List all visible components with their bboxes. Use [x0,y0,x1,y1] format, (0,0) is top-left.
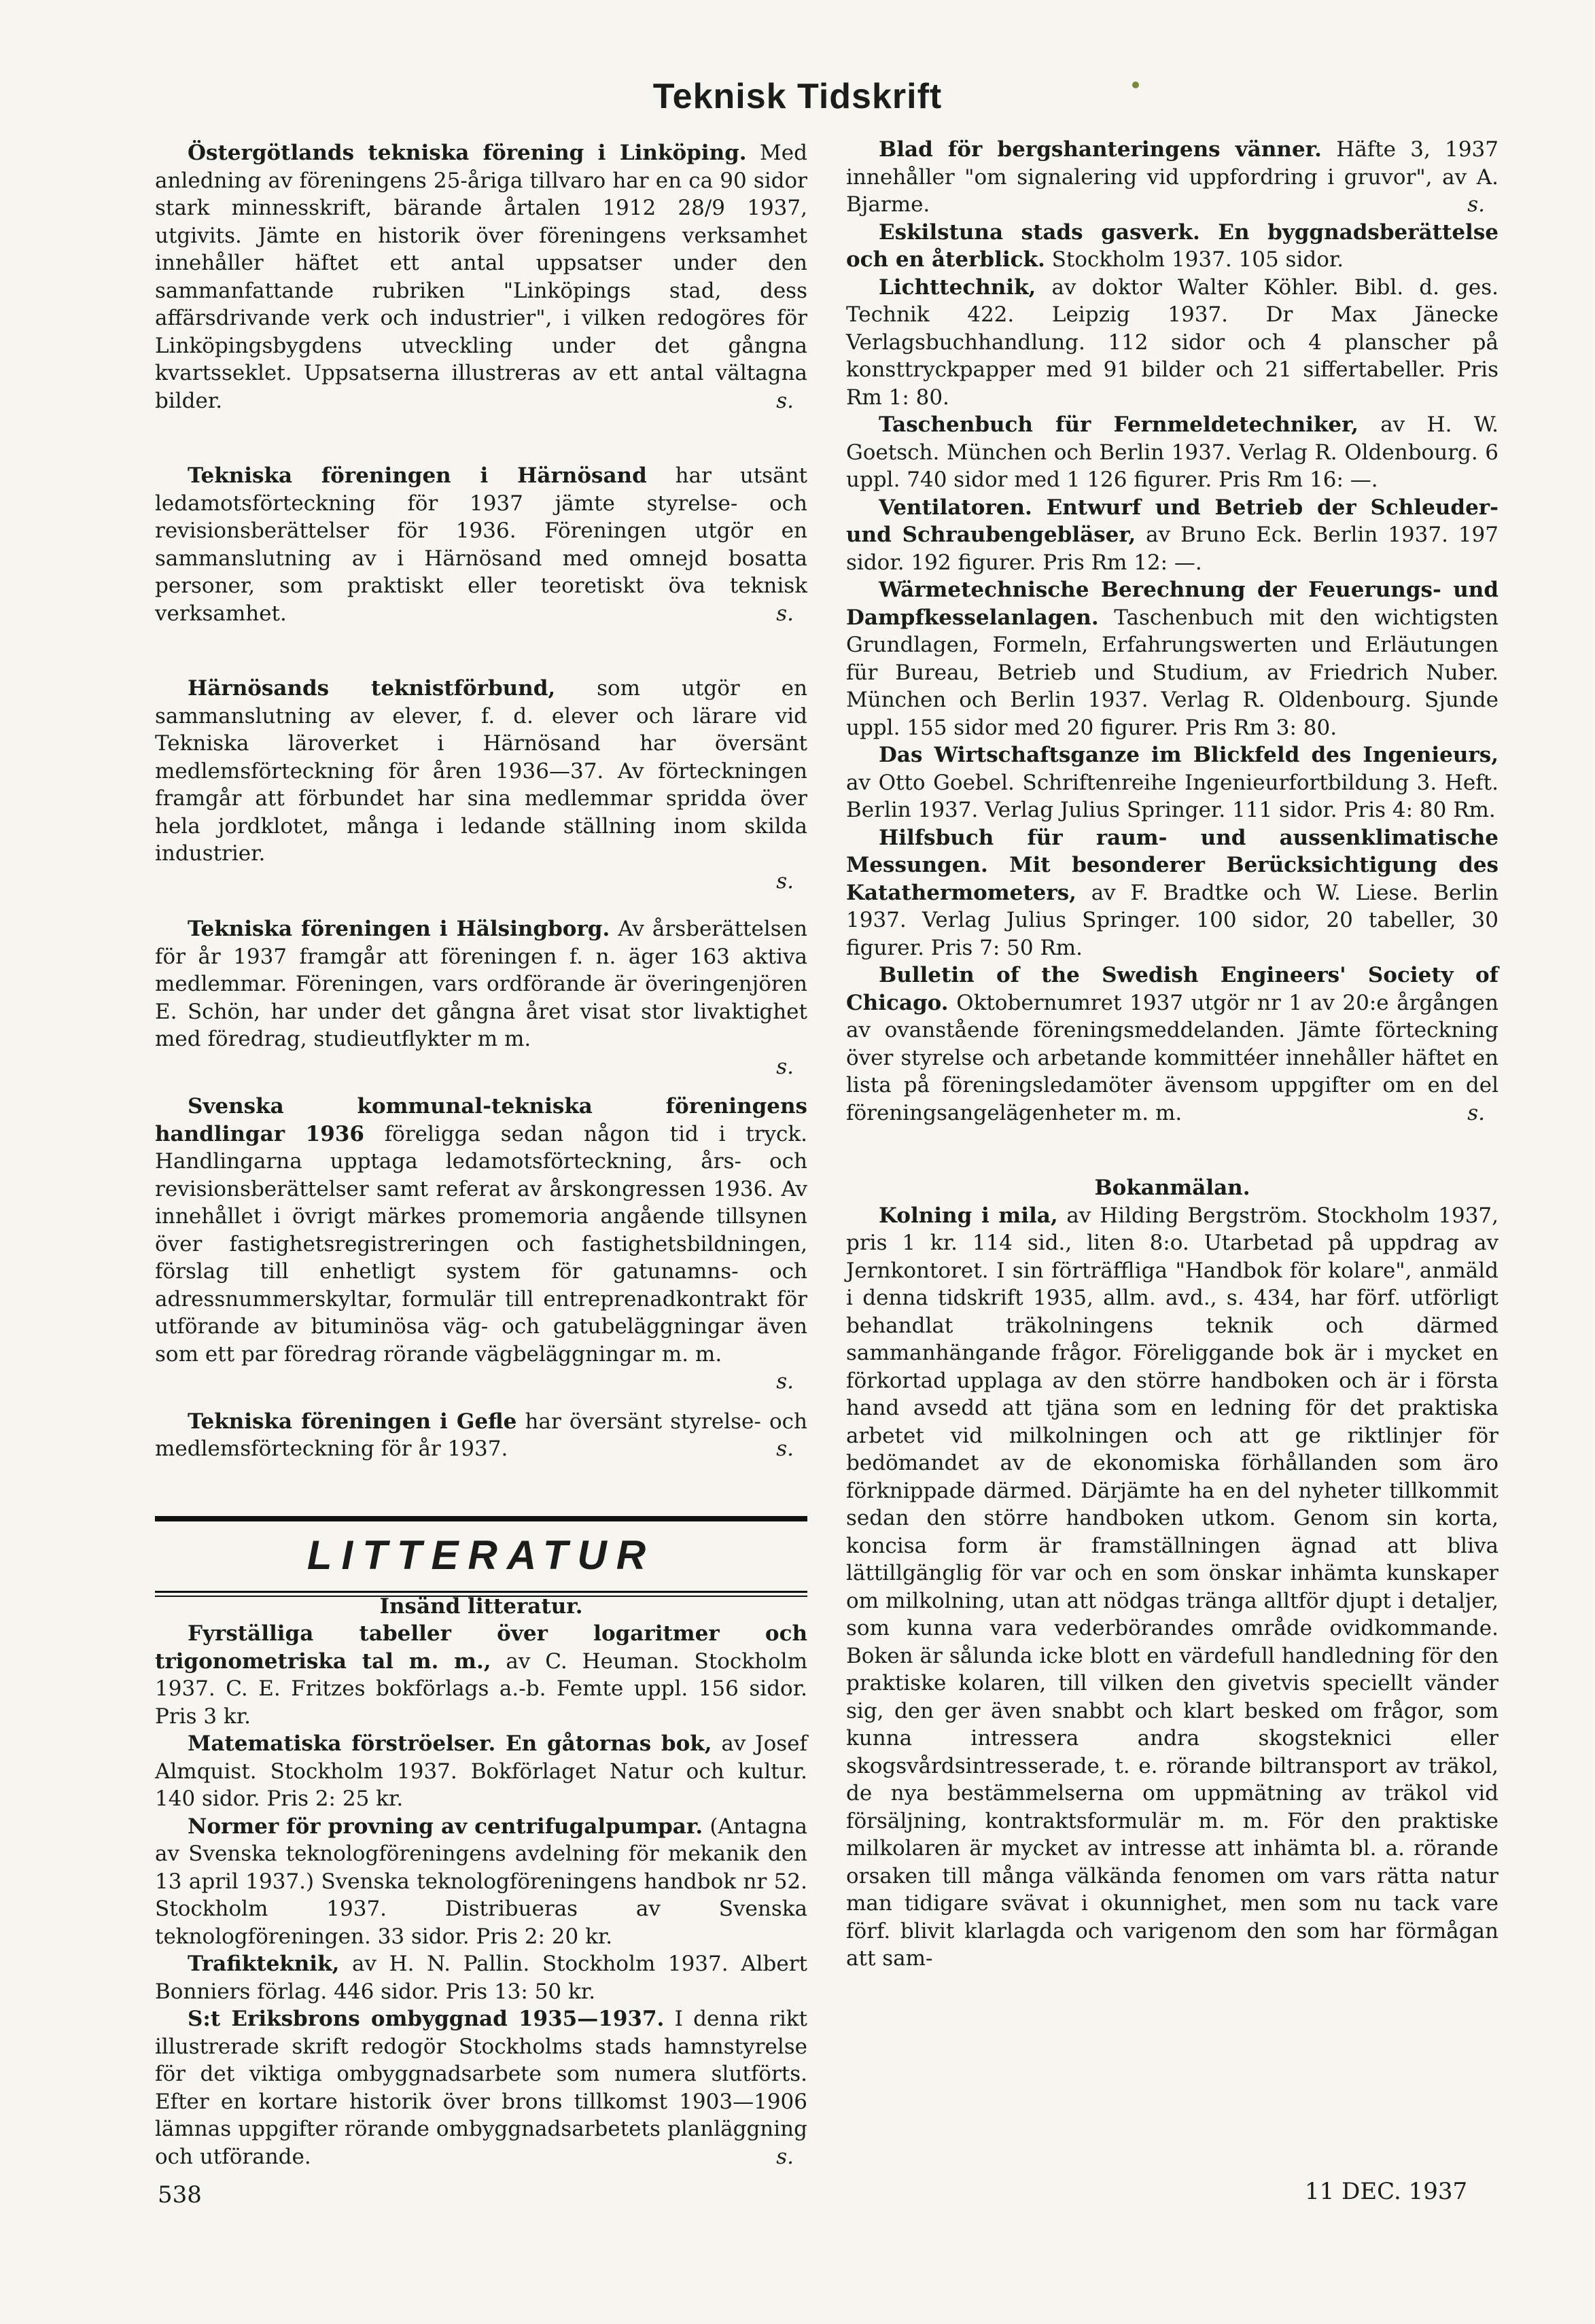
lit-ventilatoren: Ventilatoren. Entwurf und Betrieb der Schleuder- und Schraubengebläser, av Bruno Eck. Berlin 1937. 197 sidor. 192 figurer. Pris Rm 12: —. [846,495,1498,575]
lit-warmetechnische: Wärmetechnische Berechnung der Feuerungs- und Dampfkesselanlagen. Taschenbuch mit den wichtigsten Grundlagen, Formeln, Erfahrungswerten und Erläutungen für Bureau, Betrieb und Studium, av Friedrich Nuber. München och Berlin 1937. Verlag R. Oldenbourg. Sjunde uppl. 155 sidor med 20 figurer. Pris Rm 3: 80. [846,578,1498,740]
journal-masthead: Teknisk Tidskrift [652,77,943,116]
entry-gefle: Tekniska föreningen i Gefle har översänt styrelse- och medlemsförteckning för år 1937. s. [155,1409,807,1461]
lit-bulletin: Bulletin of the Swedish Engineers' Society of Chicago. Oktobernumret 1937 utgör nr 1 av 20:e årgången av ovanstående föreningsmeddelanden. Jämte förteckning över styrelse och arbetande kommittéer innehåller häftet en lista på föreningsledamöter ävensom uppgifter om en del föreningsangelägenheter m. m. s. [846,963,1498,1125]
review-kolning: Kolning i mila, av Hilding Bergström. Stockholm 1937, pris 1 kr. 114 sid., liten 8:o. Utarbetad på uppdrag av Jernkontoret. I sin förträffliga "Handbok för kolare", anmäld i denna tidskrift 1935, allm. avd., s. 434, har förf. utförligt behandlat träkolningens teknik och därmed sammanhängande frågor. Föreliggande bok är i mycket en förkortad upplaga av den större handboken och är i första hand avsedd att tjäna som en ledning för det praktiska arbetet vid milkolningen och att ge riktlinjer för bedömandet av de ekonomiska förhållanden som äro förknippade därmed. Därjämte ha en del nyheter tillkommit sedan den större handboken utkom. Genom sin korta, koncisa form är framställningen ägnad att bliva lättillgänglig för var och en som önskar inhämta kunskaper om milkolning, utan att nödgas tränga alltför djupt i detaljer, som kunna vara vederbörandes område ovidkommande. Boken är sålunda icke blott en värdefull handledning för den praktiske kolaren, till vilken den givetvis speciellt vänder sig, den ger även snabbt och klart besked om frågor, som kunna intressera andra skogsteknici eller skogsvårdsintresserade, t. e. rörande biltransport av träkol, de nya bestämmelserna om uppmätning av träkol vid försäljning, kontraktsformulär m. m. För den praktiske milkolaren är mycket av intresse att inhämta bl. a. rörande orsaken till många välkända fenomen om vars rätta natur man tidigare svävat i okunnighet, men som nu tack vare förf. blivit klarlagda och varigenom den som har förmågan att sam- [846,1203,1498,1971]
entry-halsingborg: Tekniska föreningen i Hälsingborg. Av årsberättelsen för år 1937 framgår att föreningen f. n. äger 163 aktiva medlemmar. Föreningen, vars ordförande är överingenjören E. Schön, har under det gångna året visat stor livaktighet med föredrag, studieutflykter m m. s. [155,917,807,1079]
subhead-bokanmalan: Bokanmälan. [1094,1176,1250,1200]
page-number: 538 [158,2181,202,2208]
lit-bergshantering: Blad för bergshanteringens vänner. Häfte 3, 1937 innehåller "om signalering vid uppfordring i gruvor", av A. Bjarme. s. [846,137,1499,217]
issue-date: 11 DEC. 1937 [1305,2178,1468,2205]
entry-harnosand-forening: Tekniska föreningen i Härnösand har utsänt ledamotsförteckning för 1937 jämte styrelse- och revisionsberättelser för 1936. Föreningen utgör en sammanslutning av i Härnösand med omnejd bosatta personer, som praktiskt eller teoretiskt öva teknisk verksamhet. s. [155,463,807,626]
lit-fernmelde: Taschenbuch für Fernmeldetechniker, av H. W. Goetsch. München och Berlin 1937. Verlag R. Oldenbourg. 6 uppl. 740 sidor med 1 126 figurer. Pris Rm 16: —. [846,412,1498,492]
lit-logaritmer: Fyrställiga tabeller över logaritmer och trigonometriska tal m. m., av C. Heuman. Stockholm 1937. C. E. Fritzes bokförlags a.-b. Femte uppl. 156 sidor. Pris 3 kr. [155,1621,807,1729]
lit-eskilstuna: Eskilstuna stads gasverk. En byggnadsberättelse och en återblick. Stockholm 1937. 105 sidor. [846,219,1498,272]
print-speck [1132,82,1139,88]
section-header-box [155,1516,807,1593]
lit-wirtschaftsganze: Das Wirtschaftsganze im Blickfeld des Ingenieurs, av Otto Goebel. Schriftenreihe Ingenieurfortbildung 3. Heft. Berlin 1937. Verlag Julius Springer. 111 sidor. Pris 4: 80 Rm. [846,743,1498,822]
lit-lichttechnik: Lichttechnik, av doktor Walter Köhler. Bibl. d. ges. Technik 422. Leipzig 1937. Dr Max Jänecke Verlagsbuchhandlung. 112 sidor och 4 planscher på konsttryckpapper med 91 bilder och 21 siffertabeller. Pris Rm 1: 80. [846,275,1498,410]
lit-normer: Normer för provning av centrifugalpumpar. (Antagna av Svenska teknologföreningens avdelning för mekanik den 13 april 1937.) Svenska teknologföreningens handbok nr 52. Stockholm 1937. Distribueras av Svenska teknologföreningen. 33 sidor. Pris 2: 20 kr. [155,1814,807,1949]
entry-ostergotland: Östergötlands tekniska förening i Linköping. Med anledning av föreningens 25-åriga tillvaro har en ca 90 sidor stark minnesskrift, bärande årtalen 1912 28/9 1937, utgivits. Jämte en historik över föreningens verksamhet innehåller häftet ett antal uppsatser under den sammanfattande rubriken "Linköpings stad, dess affärsdrivande verk och industrier", i vilken redogöres för Linköpingsbygdens utveckling under det gångna kvartsseklet. Uppsatserna illustreras av ett antal vältagna bilder. s. [155,141,807,413]
left-column [155,139,807,2170]
lit-matematiska: Matematiska förströelser. En gåtornas bok, av Josef Almquist. Stockholm 1937. Bokförlaget Natur och kultur. 140 sidor. Pris 2: 25 kr. [155,1731,807,1811]
subhead-insand-litteratur: Insänd litteratur. [379,1594,583,1619]
right-column [846,136,1498,1973]
entry-harnosand-forbund: Härnösands teknistförbund, som utgör en sammanslutning av elever, f. d. elever och lärare vid Tekniska läroverket i Härnösand har översänt medlemsförteckning för åren 1936—37. Av förteckningen framgår att förbundet har sina medlemmar spridda över hela jordklotet, många i ledande ställning inom skilda industrier. s. [155,676,807,894]
lit-st-eriksbron: S:t Eriksbrons ombyggnad 1935—1937. I denna rikt illustrerade skrift redogör Stockholms stads hamnstyrelse för det viktiga ombyggnadsarbete som numera slutförts. Efter en kortare historik över brons tillkomst 1903—1906 lämnas uppgifter rörande ombyggnadsarbetets planläggning och utförande. s. [155,2007,807,2169]
entry-kommunal-teknisk: Svenska kommunal-tekniska föreningens handlingar 1936 föreligga sedan någon tid i tryck. Handlingarna upptaga ledamotsförteckning, års- och revisionsberättelser samt referat av årskongressen 1936. Av innehållet i övrigt märkes promemoria angående tillsynen över fastighetsregistreringen och fastighetsbildningen, förslag till enhetligt system för gatunamns- och adressnummerskyltar, formulär till entreprenadkontrakt för utförande av bituminösa väg- och gatubeläggningar även som ett par föredrag rörande vägbeläggningar m. m. s. [155,1094,807,1394]
lit-hilfsbuch: Hilfsbuch für raum- und aussenklimatische Messungen. Mit besonderer Berücksichtigung des Katathermometers, av F. Bradtke och W. Liese. Berlin 1937. Verlag Julius Springer. 100 sidor, 20 tabeller, 30 figurer. Pris 7: 50 Rm. [846,825,1498,960]
lit-trafikteknik: Trafikteknik, av H. N. Pallin. Stockholm 1937. Albert Bonniers förlag. 446 sidor. Pris 13: 50 kr. [155,1952,807,2004]
section-title: LITTERATUR [306,1532,656,1578]
